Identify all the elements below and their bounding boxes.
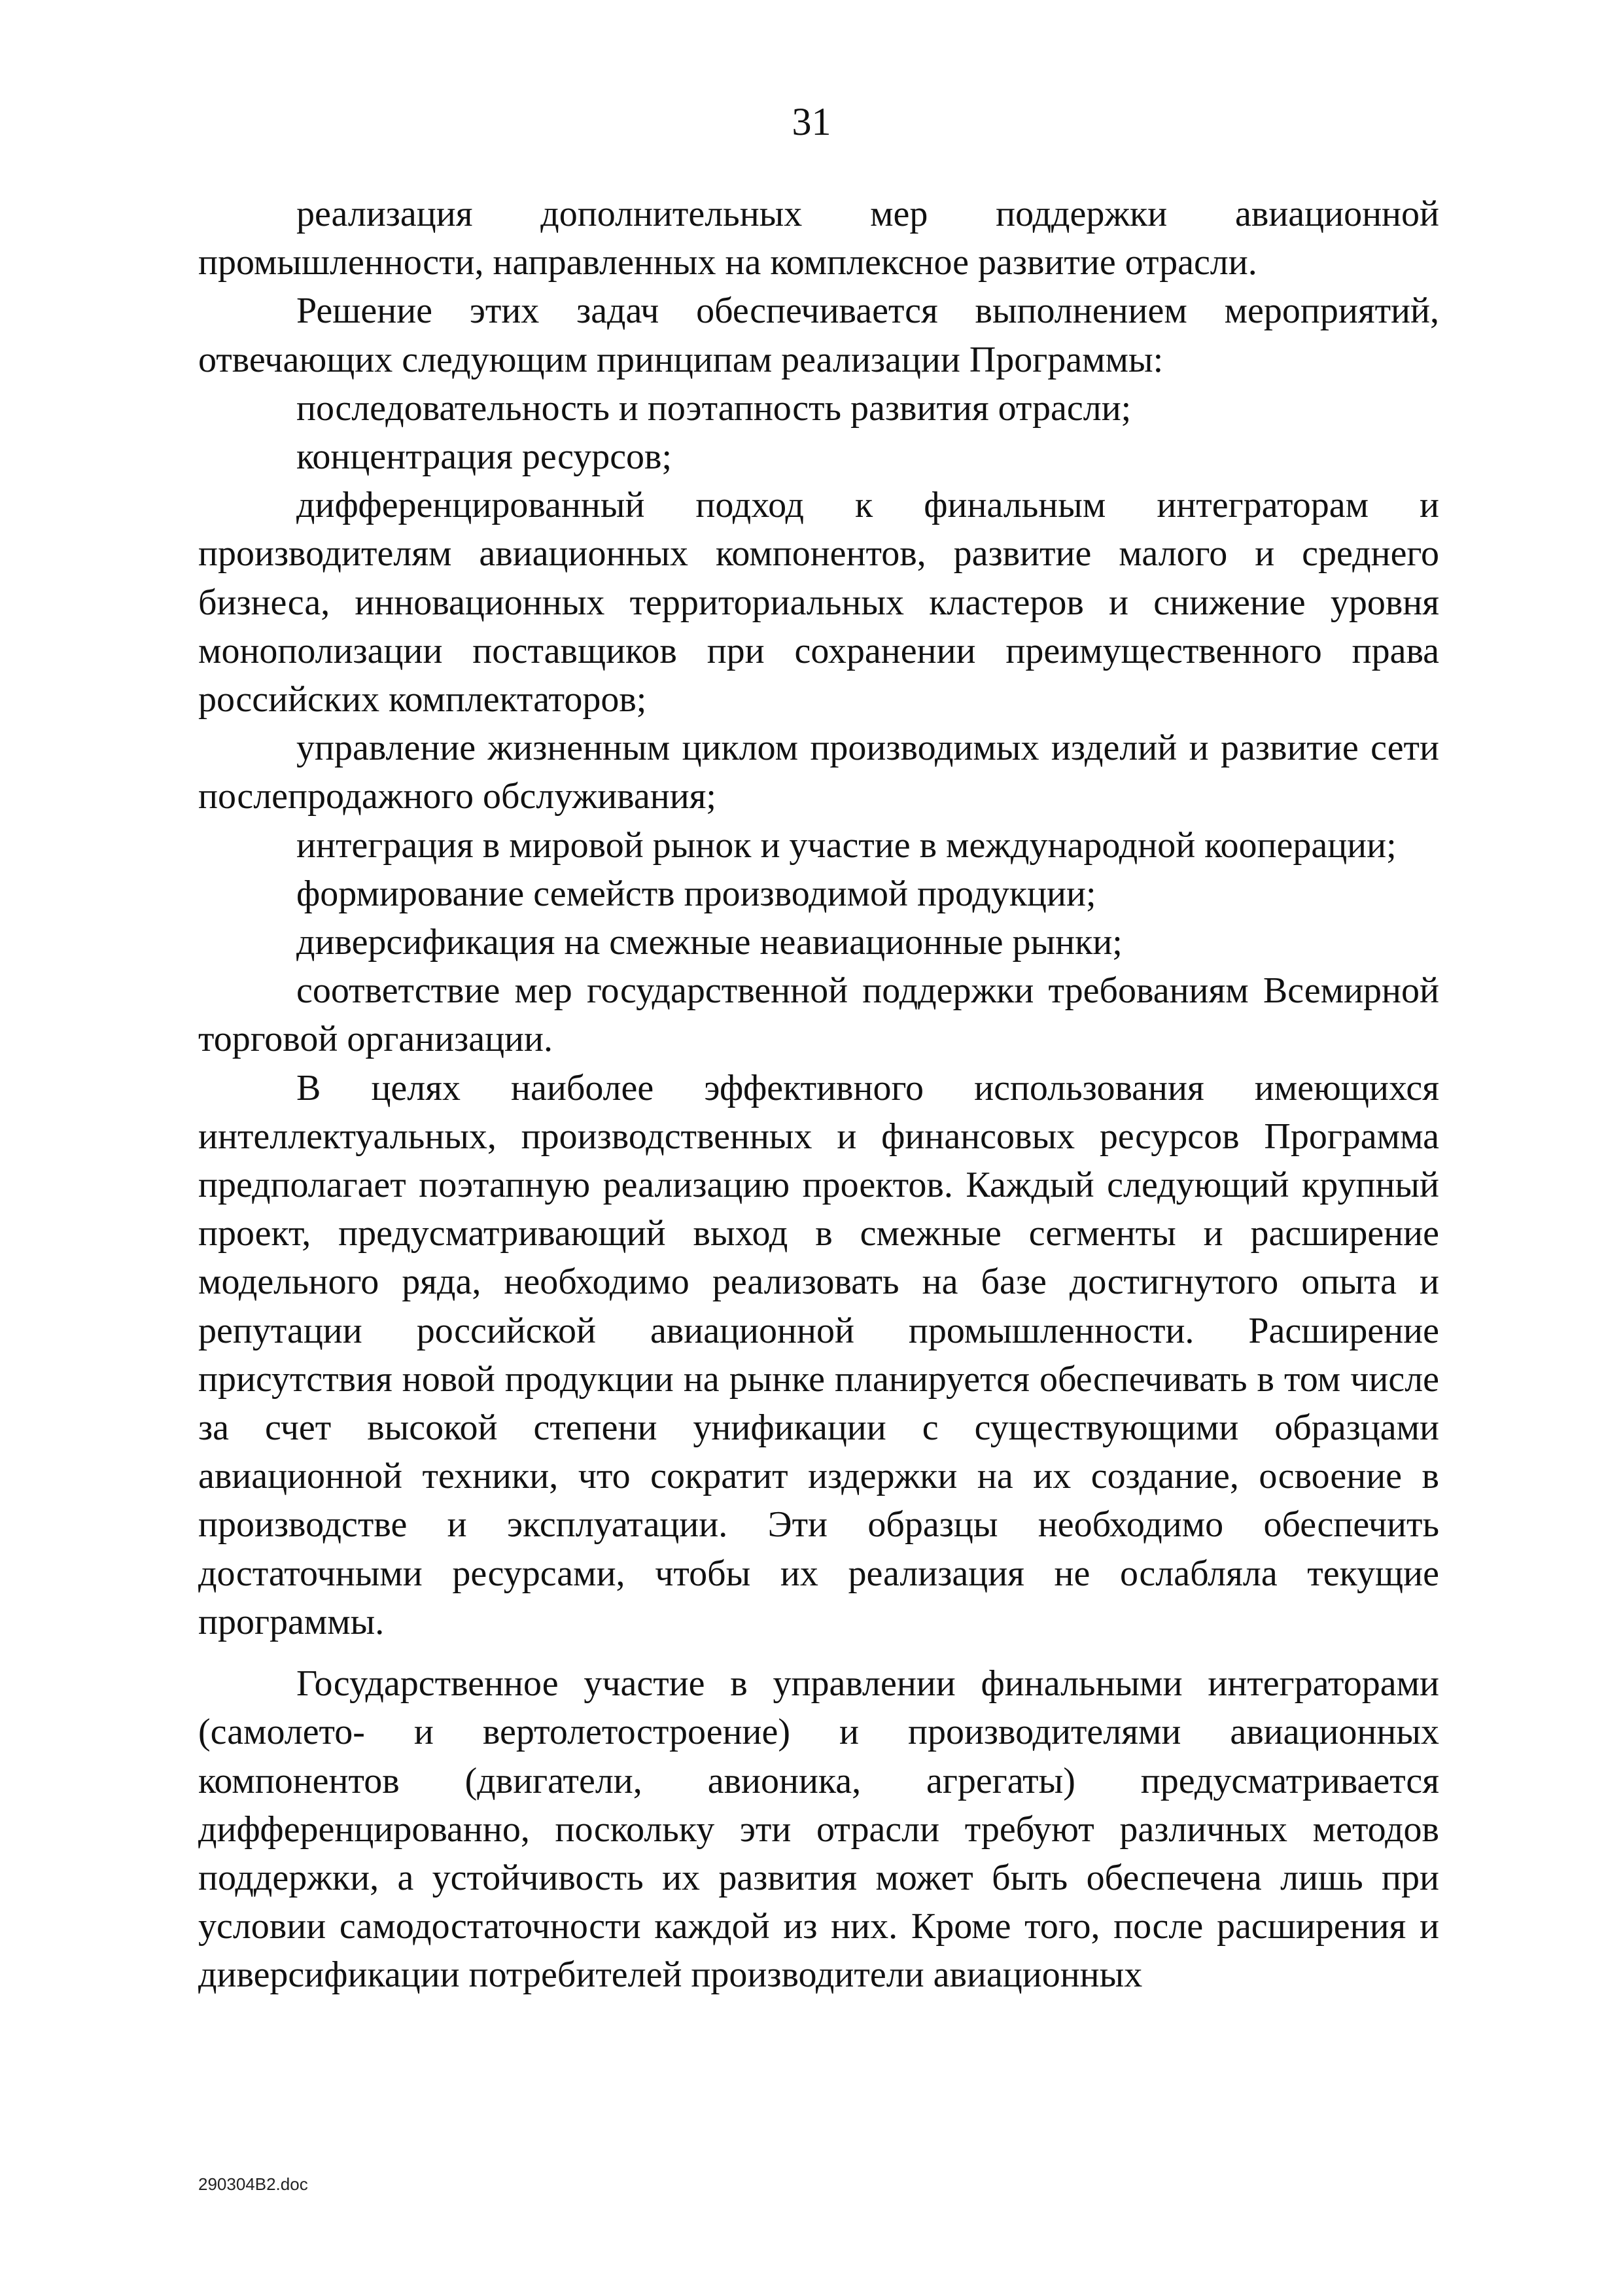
principle-item-diversification: диверсификация на смежные неавиационные рынки;: [296, 922, 1123, 963]
paragraph-support-measures: реализация дополнительных мер поддержки авиационной промышленности, направленных на комплексное развитие отрасли.: [198, 194, 1439, 283]
page-number: 31: [792, 100, 831, 143]
principle-item-sequence: последовательность и поэтапность развития отрасли;: [296, 387, 1132, 429]
principle-item-product-families: формирование семейств производимой продукции;: [296, 873, 1096, 914]
paragraph-principles-intro: Решение этих задач обеспечивается выполнением мероприятий, отвечающих следующим принципам реализации Программы:: [198, 291, 1439, 380]
principle-item-concentration: концентрация ресурсов;: [296, 436, 672, 478]
principle-item-differentiated-approach: дифференцированный подход к финальным интеграторам и производителям авиационных компонентов, развитие малого и среднего бизнеса, инновационных территориальных кластеров и снижение уровня монополизации поставщиков при сохранении преимущественного права российских комплектаторов;: [198, 485, 1439, 720]
principle-item-wto: соответствие мер государственной поддержки требованиям Всемирной торговой организации.: [198, 970, 1439, 1060]
file-name-footer: 290304B2.doc: [198, 2174, 308, 2194]
paragraph-state-participation: Государственное участие в управлении финальными интеграторами (самолето- и вертолетостроение) и производителями авиационных компонентов (двигатели, авионика, агрегаты) предусматривается дифференцированно, поскольку эти отрасли требуют различных методов поддержки, а устойчивость их развития может быть обеспечена лишь при условии самодостаточности каждой из них. Кроме того, после расширения и диверсификации потребителей производители авиационных: [198, 1663, 1439, 1996]
paragraph-staged-implementation: В целях наиболее эффективного использования имеющихся интеллектуальных, производственных и финансовых ресурсов Программа предполагает поэтапную реализацию проектов. Каждый следующий крупный проект, предусматривающий выход в смежные сегменты и расширение модельного ряда, необходимо реализовать на базе достигнутого опыта и репутации российской авиационной промышленности. Расширение присутствия новой продукции на рынке планируется обеспечивать в том числе за счет высокой степени унификации с существующими образцами авиационной техники, что сократит издержки на их создание, освоение в производстве и эксплуатации. Эти образцы необходимо обеспечить достаточными ресурсами, чтобы их реализация не ослабляла текущие программы.: [198, 1067, 1439, 1642]
document-body: [198, 190, 1439, 2000]
principle-item-lifecycle: управление жизненным циклом производимых изделий и развитие сети послепродажного обслуживания;: [198, 728, 1439, 817]
principle-item-integration: интеграция в мировой рынок и участие в международной кооперации;: [296, 824, 1397, 866]
